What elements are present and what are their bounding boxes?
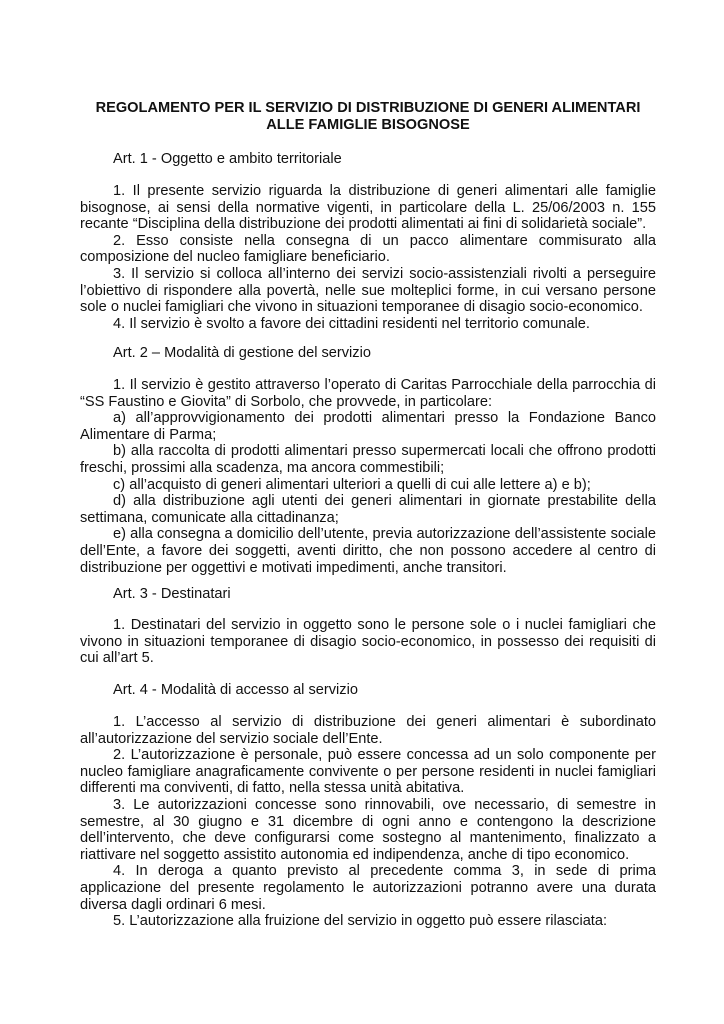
article-1-body — [80, 183, 656, 332]
article-2 — [80, 345, 656, 362]
article-1 — [80, 151, 656, 168]
article-4-paragraph-1: 1. L’accesso al servizio di distribuzione dei generi alimentari è subordinato all’autorizzazione del servizio sociale dell’Ente. — [80, 714, 656, 747]
article-3 — [80, 586, 656, 603]
article-4 — [80, 682, 656, 699]
article-2-item-d: d) alla distribuzione agli utenti dei generi alimentari in giornate prestabilite della settimana, comunicate alla cittadinanza; — [80, 493, 656, 526]
article-2-item-c: c) all’acquisto di generi alimentari ulteriori a quelli di cui alle lettere a) e b); — [113, 476, 591, 493]
article-4-paragraph-2: 2. L’autorizzazione è personale, può essere concessa ad un solo componente per nucleo famigliare anagraficamente convivente o per persone residenti in nuclei famigliari differenti ma conviventi, di fatto, nella stessa unità abitativa. — [80, 747, 656, 797]
article-1-paragraph-1: 1. Il presente servizio riguarda la distribuzione di generi alimentari alle famiglie bisognose, ai sensi della normative vigenti, in particolare della L. 25/06/2003 n. 155 recante “Disciplina della distribuzione dei prodotti alimentati ai fini di solidarietà sociale”. — [80, 183, 656, 233]
document-title: REGOLAMENTO PER IL SERVIZIO DI DISTRIBUZIONE DI GENERI ALIMENTARI ALLE FAMIGLIE BISOGNOSE — [95, 100, 641, 133]
article-2-item-e: e) alla consegna a domicilio dell’utente, previa autorizzazione dell’assistente sociale dell’Ente, a favore dei soggetti, aventi diritto, che non possono accedere al centro di distribuzione per oggettivi e motivati impedimenti, anche transitori. — [80, 526, 656, 576]
article-1-paragraph-4: 4. Il servizio è svolto a favore dei cittadini residenti nel territorio comunale. — [113, 315, 590, 332]
article-4-body — [80, 714, 656, 930]
article-3-body — [80, 617, 656, 667]
article-2-paragraph-1: 1. Il servizio è gestito attraverso l’operato di Caritas Parrocchiale della parrocchia di “SS Faustino e Giovita” di Sorbolo, che provvede, in particolare: — [80, 377, 656, 410]
article-2-item-a: a) all’approvvigionamento dei prodotti alimentari presso la Fondazione Banco Alimentare di Parma; — [80, 410, 656, 443]
article-4-paragraph-4: 4. In deroga a quanto previsto al precedente comma 3, in sede di prima applicazione del presente regolamento le autorizzazioni potranno avere una durata diversa dagli ordinari 6 mesi. — [80, 863, 656, 913]
article-3-heading: Art. 3 - Destinatari — [113, 586, 231, 602]
article-1-paragraph-3: 3. Il servizio si colloca all’interno dei servizi socio-assistenziali rivolti a perseguire l’obiettivo di rispondere alla povertà, nelle sue molteplici forme, in cui versano persone sole o nuclei famigliari che vivono in situazioni temporanee di disagio socio-economico. — [80, 265, 656, 316]
article-4-paragraph-3: 3. Le autorizzazioni concesse sono rinnovabili, ove necessario, di semestre in semestre, al 30 giugno e 31 dicembre di ogni anno e contengono la descrizione dell’intervento, che deve configurarsi come sostegno al mantenimento, finalizzato a riattivare nel soggetto assistito autonomia ed indipendenza, anche di tipo economico. — [80, 796, 656, 863]
article-2-heading: Art. 2 – Modalità di gestione del servizio — [113, 345, 371, 361]
article-4-paragraph-5: 5. L’autorizzazione alla fruizione del servizio in oggetto può essere rilasciata: — [113, 913, 608, 930]
article-1-paragraph-2: 2. Esso consiste nella consegna di un pacco alimentare commisurato alla composizione del nucleo famigliare beneficiario. — [80, 232, 656, 266]
article-1-heading: Art. 1 - Oggetto e ambito territoriale — [113, 151, 342, 167]
article-4-heading: Art. 4 - Modalità di accesso al servizio — [113, 682, 358, 698]
article-2-body — [80, 377, 656, 576]
article-2-item-b: b) alla raccolta di prodotti alimentari presso supermercati locali che offrono prodotti freschi, prossimi alla scadenza, ma ancora commestibili; — [80, 443, 656, 476]
article-3-paragraph-1: 1. Destinatari del servizio in oggetto sono le persone sole o i nuclei famigliari che vivono in situazioni temporanee di disagio socio-economico, in possesso dei requisiti di cui all’art 5. — [80, 617, 656, 667]
